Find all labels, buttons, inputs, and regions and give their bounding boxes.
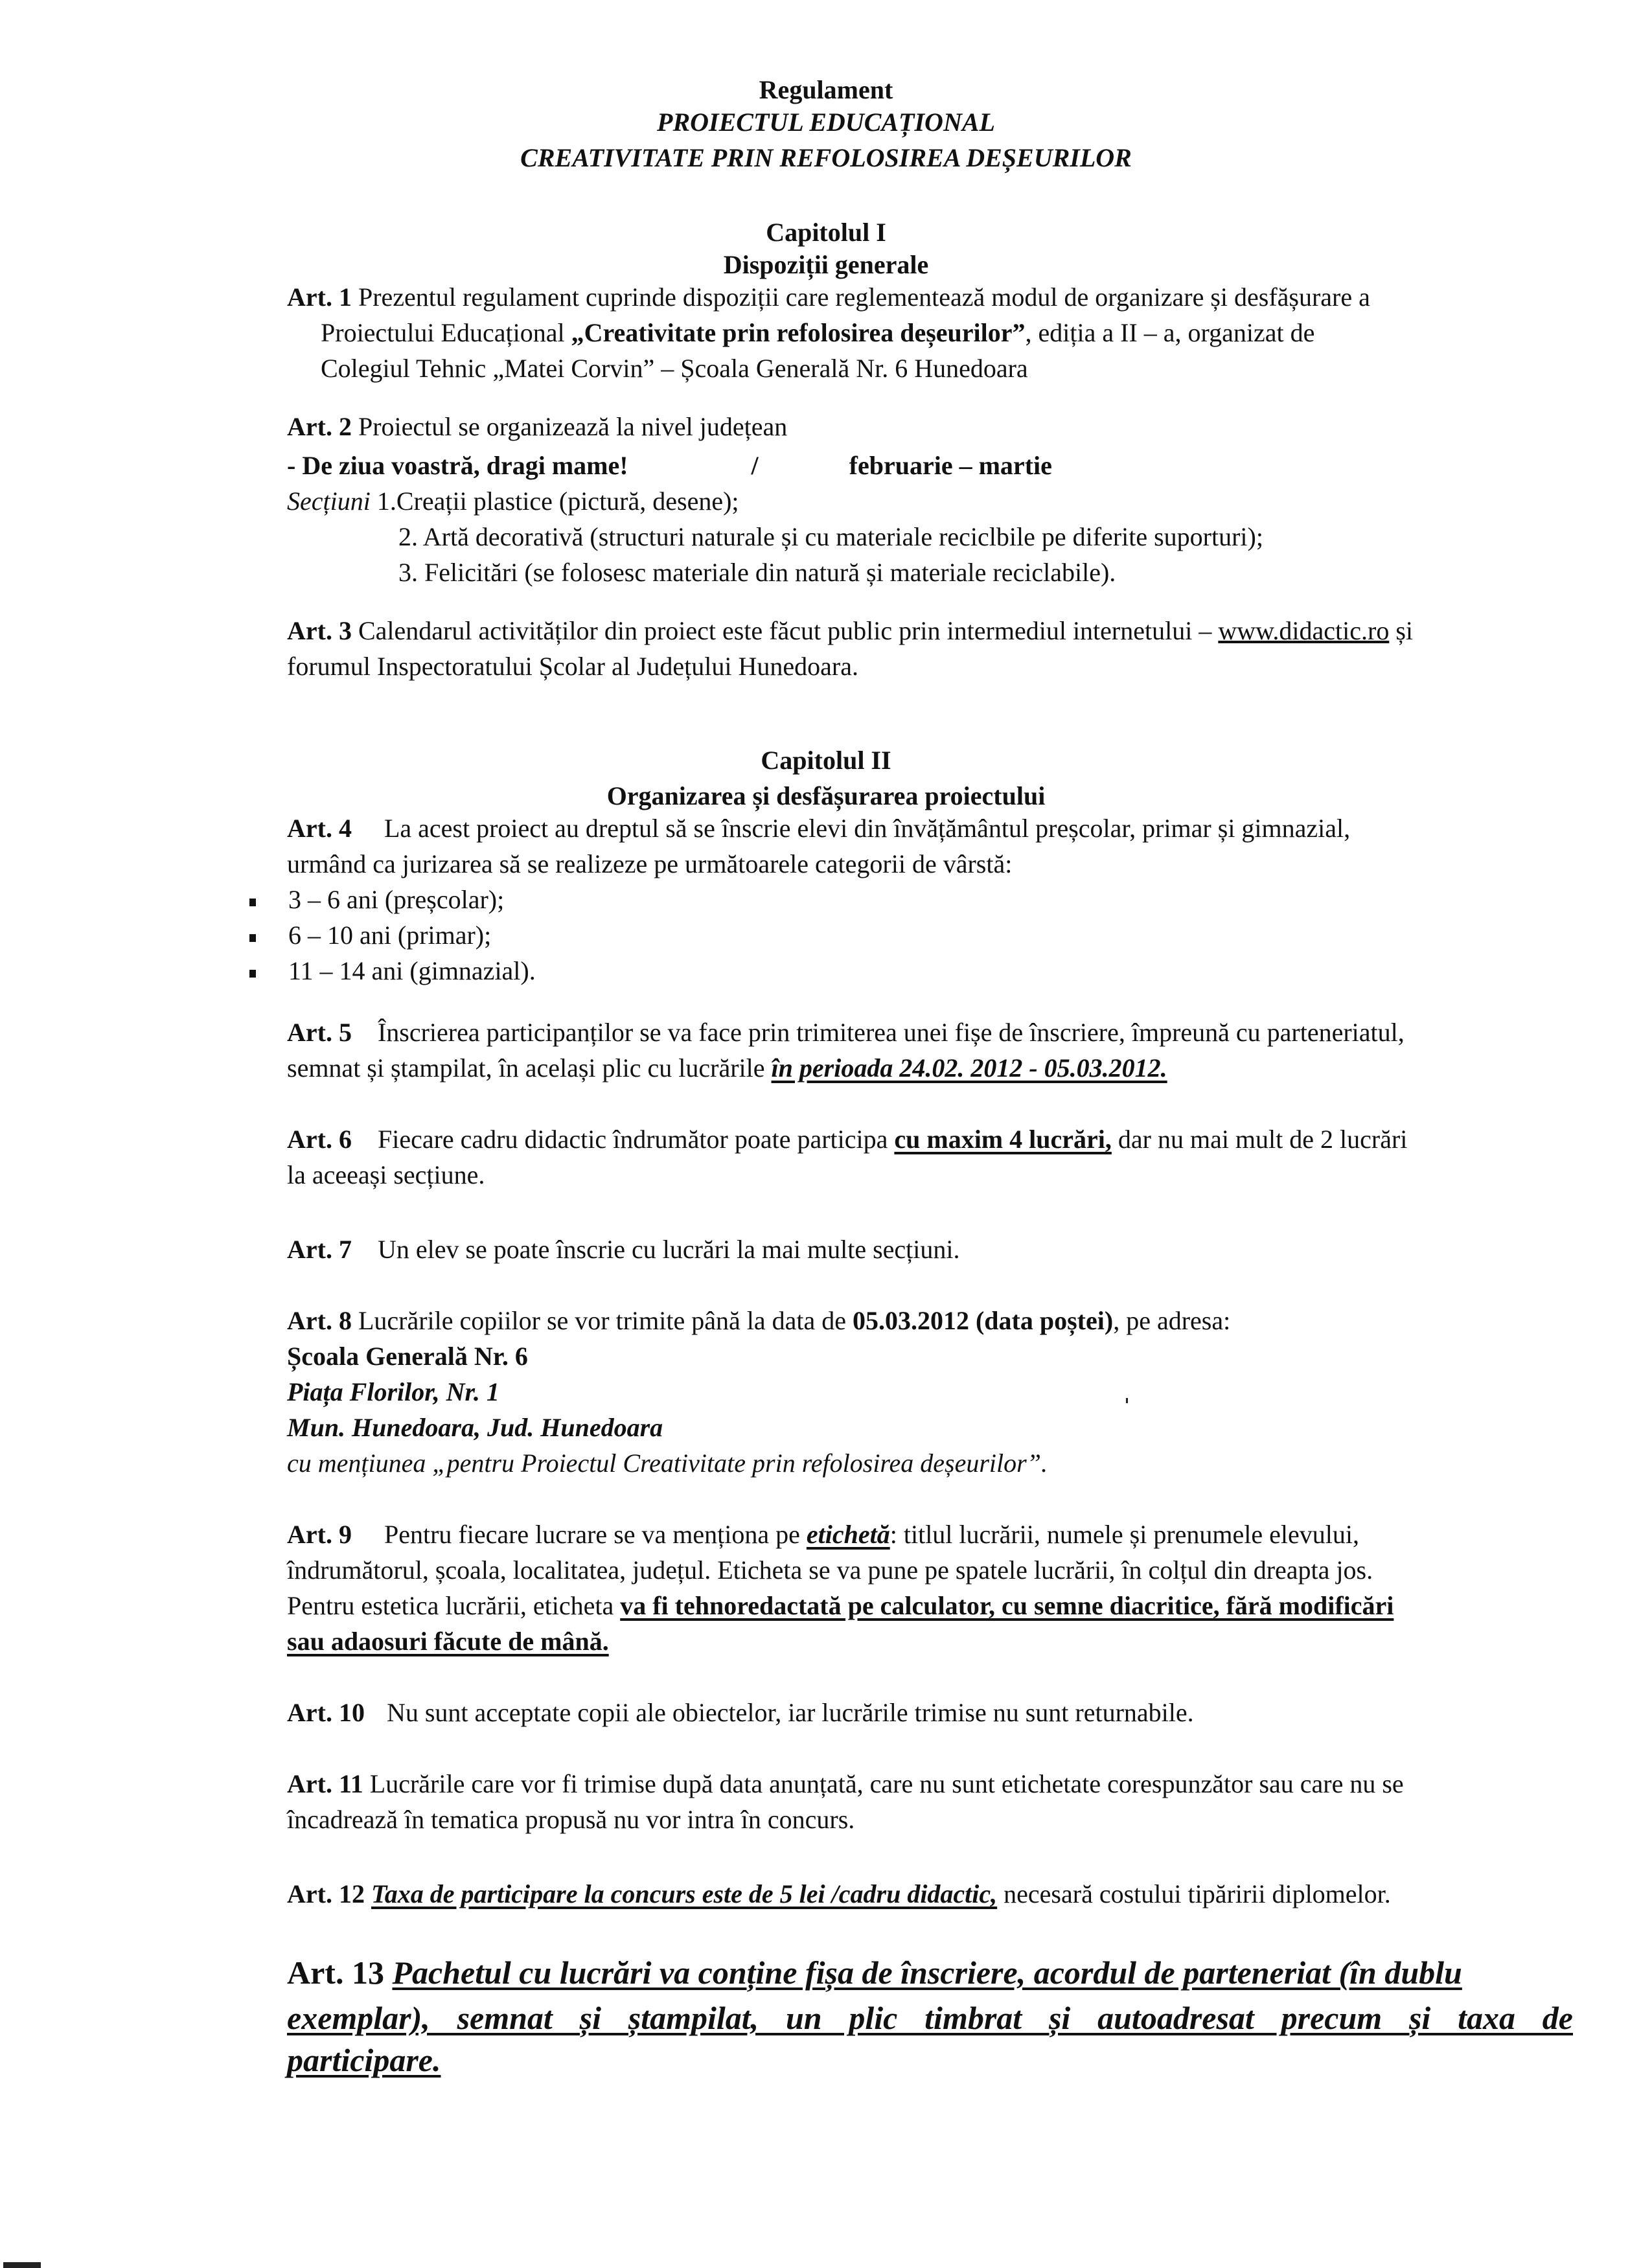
event-separator: / <box>751 451 759 480</box>
scan-artifact <box>1126 1398 1128 1403</box>
art9-label: Art. 9 <box>287 1520 352 1549</box>
art3-line2: forumul Inspectoratului Școlar al Județului Hunedoara. <box>287 652 858 681</box>
art7-line <box>287 1234 960 1265</box>
art2-section-3: 3. Felicitări (se folosesc materiale din natură și materiale reciclabile). <box>398 558 1116 587</box>
art5-text-1: Înscrierea participanților se va face prin trimiterea unei fișe de înscriere, împreună cu parteneriatul, <box>377 1018 1405 1047</box>
art2-text: Proiectul se organizează la nivel județean <box>358 412 788 441</box>
age-category <box>249 884 504 915</box>
art10-line <box>287 1697 1194 1728</box>
art9-line2: îndrumătorul, școala, localitatea, județul. Eticheta se va pune pe spatele lucrării, în colțul din dreapta jos. <box>287 1555 1373 1585</box>
art9-line1 <box>287 1519 1359 1550</box>
art2-label: Art. 2 <box>287 412 352 441</box>
event-period: februarie – martie <box>849 451 1052 480</box>
art12-label: Art. 12 <box>287 1879 365 1908</box>
document-type: Regulament <box>759 75 893 104</box>
art10-label: Art. 10 <box>287 1698 365 1727</box>
art3-label: Art. 3 <box>287 616 352 645</box>
address-mention: cu mențiunea „pentru Proiectul Creativitate prin refolosirea deșeurilor”. <box>287 1449 1048 1478</box>
address-school: Școala Generală Nr. 6 <box>287 1342 528 1371</box>
art13-line1 <box>287 1953 1462 1992</box>
art4-line1 <box>287 813 1350 844</box>
chapter-1-title: Capitolul I <box>766 218 886 247</box>
art5-text-2: semnat și ștampilat, în același plic cu lucrările <box>287 1053 772 1082</box>
art7-label: Art. 7 <box>287 1235 352 1264</box>
art2-line1 <box>287 411 787 442</box>
art9-text-3: Pentru estetica lucrării, eticheta <box>287 1591 621 1620</box>
art12-text: necesară costului tipăririi diplomelor. <box>997 1879 1391 1908</box>
art6-line2: la aceeași secțiune. <box>287 1160 485 1189</box>
art10-text: Nu sunt acceptate copii ale obiectelor, iar lucrările trimise nu sunt returnabile. <box>386 1698 1194 1727</box>
label-term: etichetă <box>806 1520 890 1549</box>
art4-text-1: La acest proiect au dreptul să se înscrie elevi din învățământul preșcolar, primar și gimnazial, <box>384 814 1351 843</box>
art6-text-1b: dar nu mai mult de 2 lucrări <box>1111 1125 1408 1154</box>
sections-label: Secțiuni <box>287 487 371 516</box>
bullet-icon <box>249 970 256 978</box>
art1-text-2a: Proiectului Educațional <box>321 318 571 347</box>
art1-text-1: Prezentul regulament cuprinde dispoziții care reglementează modul de organizare și desfășurare a <box>358 282 1370 312</box>
art1-line1 <box>287 282 1370 313</box>
art3-text-1b: și <box>1389 616 1414 645</box>
art12-line <box>287 1879 1391 1910</box>
bullet-icon <box>249 934 256 942</box>
art3-text-1: Calendarul activităților din proiect este făcut public prin intermediul internetului – <box>358 616 1219 645</box>
art2-section-1 <box>287 486 739 517</box>
event-name: - De ziua voastră, dragi mame! <box>287 451 628 480</box>
age-category-text: 3 – 6 ani (preșcolar); <box>288 885 505 914</box>
art5-line2 <box>287 1053 1167 1084</box>
art6-line1 <box>287 1124 1407 1155</box>
max-works: cu maxim 4 lucrări, <box>894 1125 1112 1154</box>
art8-text-1b: , pe adresa: <box>1113 1306 1231 1335</box>
art8-label: Art. 8 <box>287 1306 352 1335</box>
art13-label: Art. 13 <box>287 1954 384 1991</box>
art2-section-2: 2. Artă decorativă (structuri naturale și cu materiale reciclbile pe diferite suporturi); <box>398 522 1263 551</box>
art13-text-1: Pachetul cu lucrări va conține fișa de înscriere, acordul de parteneriat (în dublu <box>392 1954 1462 1991</box>
art13-line2: exemplar), semnat și ștampilat, un plic timbrat și autoadresat precum și taxa de <box>287 2000 1573 2036</box>
age-category-text: 11 – 14 ani (gimnazial). <box>288 956 536 985</box>
art7-text: Un elev se poate înscrie cu lucrări la mai multe secțiuni. <box>377 1235 960 1264</box>
art11-line2: încadrează în tematica propusă nu vor intra în concurs. <box>287 1805 855 1834</box>
art11-text-1: Lucrările care vor fi trimise după data anunțată, care nu sunt etichetate corespunzător sau care nu se <box>369 1769 1404 1798</box>
art4-label: Art. 4 <box>287 814 352 843</box>
address-street: Piața Florilor, Nr. 1 <box>287 1377 499 1406</box>
art9-line4: sau adaosuri făcute de mână. <box>287 1627 609 1656</box>
participation-fee: Taxa de participare la concurs este de 5 lei /cadru didactic, <box>371 1879 998 1908</box>
art9-line3 <box>287 1590 1394 1621</box>
registration-period: în perioada 24.02. 2012 - 05.03.2012. <box>771 1053 1167 1082</box>
art5-label: Art. 5 <box>287 1018 352 1047</box>
label-requirement: va fi tehnoredactată pe calculator, cu semne diacritice, fără modificări <box>620 1591 1394 1620</box>
art6-label: Art. 6 <box>287 1125 352 1154</box>
art11-label: Art. 11 <box>287 1769 363 1798</box>
address-city: Mun. Hunedoara, Jud. Hunedoara <box>287 1413 663 1442</box>
scan-artifact <box>3 2262 41 2268</box>
art8-line1 <box>287 1305 1230 1336</box>
project-name-bold: „Creativitate prin refolosirea deșeurilor” <box>571 318 1026 347</box>
art8-text-1: Lucrările copiilor se vor trimite până la data de <box>358 1306 853 1335</box>
art1-label: Art. 1 <box>287 282 352 312</box>
art6-text-1: Fiecare cadru didactic îndrumător poate participa <box>377 1125 895 1154</box>
website-link[interactable]: www.didactic.ro <box>1218 616 1390 645</box>
project-subtitle: CREATIVITATE PRIN REFOLOSIREA DEȘEURILOR <box>520 143 1132 172</box>
art1-line2 <box>321 317 1314 349</box>
art11-line1 <box>287 1769 1404 1800</box>
art1-line3: Colegiul Tehnic „Matei Corvin” – Școala Generală Nr. 6 Hunedoara <box>321 354 1028 383</box>
project-title: PROIECTUL EDUCAȚIONAL <box>657 108 995 137</box>
art2-event <box>287 450 1052 481</box>
chapter-2-subtitle: Organizarea și desfășurarea proiectului <box>606 781 1046 810</box>
art3-line1 <box>287 615 1413 647</box>
art1-text-2b: , ediția a II – a, organizat de <box>1025 318 1315 347</box>
bullet-icon <box>249 899 256 906</box>
chapter-2-title: Capitolul II <box>761 746 891 775</box>
art9-text-1b: : titlul lucrării, numele și prenumele elevului, <box>889 1520 1359 1549</box>
chapter-1-subtitle: Dispoziții generale <box>723 250 929 279</box>
age-category <box>249 956 536 987</box>
art13-line3: participare. <box>287 2042 441 2078</box>
art9-text-1: Pentru fiecare lucrare se va menționa pe <box>384 1520 807 1549</box>
age-category-text: 6 – 10 ani (primar); <box>288 921 492 950</box>
deadline: 05.03.2012 (data poștei) <box>852 1306 1114 1335</box>
age-category <box>249 920 491 951</box>
art4-line2: urmând ca jurizarea să se realizeze pe următoarele categorii de vârstă: <box>287 849 1013 878</box>
section-item: 1.Creații plastice (pictură, desene); <box>376 487 739 516</box>
art5-line1 <box>287 1017 1405 1048</box>
